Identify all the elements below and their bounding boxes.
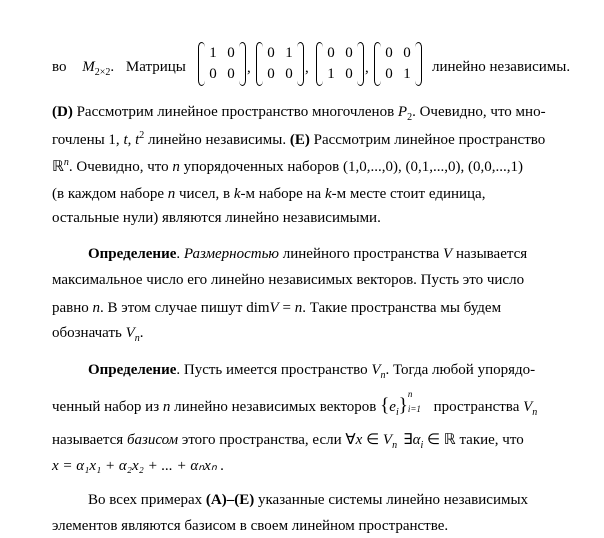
text-segment: обозначать [52, 325, 126, 341]
definition-label: Определение [88, 246, 177, 262]
superscript: 2 [139, 130, 145, 141]
text-segment: . Очевидно, что мно- [412, 104, 546, 120]
def2-line-3 [52, 430, 524, 450]
def1-line-2 [52, 270, 524, 290]
term-dimension: Размерностью [183, 246, 280, 262]
symbol-n: n [162, 399, 171, 415]
matrix-cell: 0 [385, 45, 393, 61]
text-segment: = [278, 300, 295, 316]
symbol-V: V [371, 362, 381, 378]
text-segment: -м месте стоит единица, [331, 186, 486, 202]
symbol-V: V [382, 432, 393, 448]
comma: , [365, 60, 369, 76]
symbol-V: V [523, 399, 533, 415]
symbol-P-subscript: 2 [407, 112, 413, 123]
matrix-cell: 0 [227, 45, 235, 61]
matrix-cell: 0 [345, 45, 353, 61]
superscript: n [407, 389, 413, 399]
para-d-line-2 [52, 130, 545, 150]
text-segment: . Тогда любой упорядо- [385, 362, 536, 378]
comma: , [305, 60, 309, 76]
text-segment: . [176, 246, 184, 262]
matrix-2 [256, 42, 304, 86]
def2-line-1 [88, 360, 535, 380]
text-segment: ∈ [423, 432, 444, 448]
text-segment: называется [52, 432, 127, 448]
text-segment: пространства [429, 399, 524, 415]
definition-label: Определение [88, 362, 177, 378]
subscript: i=1 [407, 404, 421, 414]
def1-line-4 [52, 323, 144, 343]
para-e-line-3 [52, 208, 381, 228]
symbol-n: n [167, 186, 176, 202]
text-segment: равно [52, 300, 93, 316]
symbol-k: k [233, 186, 241, 202]
symbol-x: x [355, 432, 363, 448]
def1-line-1 [88, 244, 527, 264]
text-segment: -м наборе на [240, 186, 325, 202]
text-segment: , [127, 132, 136, 148]
subscript: n [532, 407, 538, 418]
dim-operator: dim [246, 300, 270, 316]
text-segment: Матрицы [125, 59, 186, 75]
text-segment: линейно независимы. [432, 59, 571, 75]
text-segment: . Пусть имеется пространство [176, 362, 372, 378]
basis-formula: x = α₁x₁ + α₂x₂ + ... + αₙxₙ . [52, 458, 225, 474]
para-e-line-2 [52, 184, 485, 204]
symbol-t: t [135, 132, 140, 148]
matrix-cell: 0 [227, 66, 235, 82]
symbol-t: t [123, 132, 128, 148]
superscript: n [63, 157, 69, 168]
text-segment: . В этом случае пишут [100, 300, 247, 316]
exists-symbol: ∃ [403, 432, 413, 448]
text-segment: ∈ [362, 432, 383, 448]
text-segment: линейно независимых векторов [170, 399, 381, 415]
symbol-n: n [92, 300, 101, 316]
final-line-1 [88, 490, 528, 510]
symbol-P: P [397, 104, 408, 120]
text-segment: Рассмотрим линейное пространство многочленов [72, 104, 398, 120]
matrix-cell: 0 [267, 45, 275, 61]
matrix-cell: 0 [285, 66, 293, 82]
text-segment: такие, что [455, 432, 524, 448]
text-segment: во [52, 59, 67, 75]
matrix-cell: 0 [327, 45, 335, 61]
symbol-n: n [172, 159, 180, 175]
text-segment: . [110, 59, 115, 75]
symbol-M-subscript: 2×2 [94, 67, 111, 78]
comma: , [247, 60, 251, 76]
def1-line-3 [52, 298, 501, 318]
text-segment: элементов являются базисом в своем линейном пространстве. [52, 518, 449, 534]
text-segment: (в каждом наборе [52, 186, 168, 202]
subscript: i [395, 407, 399, 418]
label-d: (D) [52, 104, 73, 120]
symbol-reals: ℝ [443, 432, 456, 448]
text-segment: линейного пространства [279, 246, 444, 262]
forall-symbol: ∀ [345, 432, 356, 448]
para-e-line-1 [52, 157, 523, 177]
text-segment: этого пространства, если [178, 432, 346, 448]
line-1-end [432, 57, 570, 77]
def2-line-2 [52, 389, 538, 418]
symbol-k: k [324, 186, 332, 202]
brace-close: } [398, 395, 408, 416]
brace-open: { [380, 395, 390, 416]
subscript: n [380, 370, 386, 381]
matrix-cell: 1 [285, 45, 293, 61]
symbol-V: V [269, 300, 279, 316]
text-segment: максимальное число его линейно независимых векторов. Пусть это число [52, 272, 525, 288]
matrix-cell: 0 [385, 66, 393, 82]
text-segment: чисел, в [175, 186, 234, 202]
text-segment: Во всех примерах [88, 492, 206, 508]
text-segment: ченный набор из [52, 399, 163, 415]
line-1 [52, 57, 186, 77]
examples-range: (A)–(E) [205, 492, 255, 508]
symbol-n: n [294, 300, 303, 316]
text-segment: . [139, 325, 144, 341]
matrix-cell: 0 [403, 45, 411, 61]
matrix-3 [316, 42, 364, 86]
symbol-e: e [389, 399, 396, 415]
matrix-cell: 1 [209, 45, 217, 61]
matrix-cell: 0 [345, 66, 353, 82]
text-segment: Рассмотрим линейное пространство [309, 132, 546, 148]
term-basis: базисом [126, 432, 179, 448]
text-segment: называется [452, 246, 528, 262]
final-line-2 [52, 516, 448, 536]
symbol-reals: ℝ [52, 159, 64, 175]
text-segment: указанные системы линейно независимых [254, 492, 529, 508]
text-segment: линейно независимы. [144, 132, 290, 148]
symbol-V: V [125, 325, 135, 341]
def2-formula [52, 456, 224, 476]
text-segment: гочлены 1, [52, 132, 124, 148]
text-segment: . Такие пространства мы будем [302, 300, 502, 316]
text-segment: . Очевидно, что [68, 159, 173, 175]
subscript: n [392, 440, 398, 451]
matrix-cell: 0 [209, 66, 217, 82]
symbol-V: V [443, 246, 453, 262]
subscript: n [134, 333, 140, 344]
matrix-4 [374, 42, 422, 86]
matrix-cell: 1 [403, 66, 411, 82]
symbol-M: M [82, 59, 95, 75]
para-d-line-1 [52, 102, 546, 122]
text-segment: остальные нули) являются линейно независимыми. [52, 210, 381, 226]
matrix-1 [198, 42, 246, 86]
subscript: i [420, 440, 424, 451]
matrix-cell: 1 [327, 66, 335, 82]
text-segment: упорядоченных наборов (1,0,...,0), (0,1,...,0), (0,0,...,1) [179, 159, 523, 175]
matrix-cell: 0 [267, 66, 275, 82]
symbol-alpha: α [412, 432, 421, 448]
label-e: (E) [289, 132, 310, 148]
